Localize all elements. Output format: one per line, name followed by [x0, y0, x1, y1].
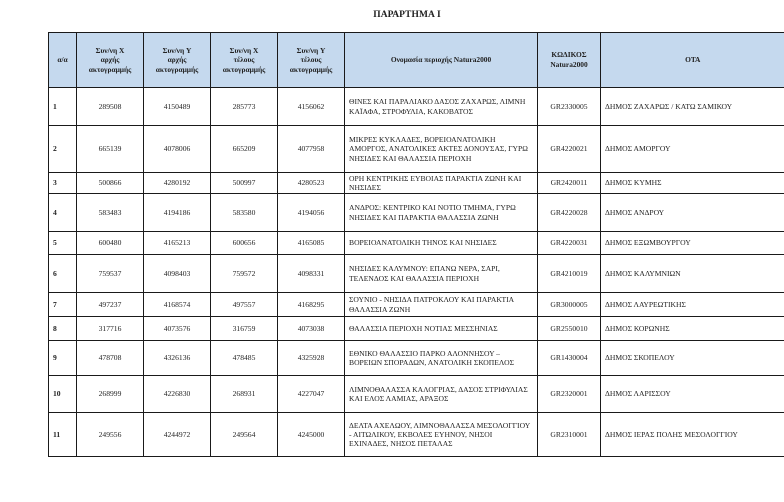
row-index: 1 — [49, 88, 77, 126]
header-line: Συν/νη Y — [162, 45, 192, 55]
header-line: ακτογραμμής — [222, 64, 266, 74]
cell-y-end: 4098331 — [278, 255, 345, 293]
cell-x-end: 268931 — [211, 376, 278, 413]
row-index: 9 — [49, 341, 77, 376]
row-index: 11 — [49, 413, 77, 457]
cell-y-start: 4194186 — [144, 194, 211, 232]
cell-y-end: 4325928 — [278, 341, 345, 376]
cell-area-name: ΣΟΥΝΙΟ - ΝΗΣΙΔΑ ΠΑΤΡΟΚΛΟΥ ΚΑΙ ΠΑΡΑΚΤΙΑ ΘΑΛΑΣΣΙΑ ΖΩΝΗ — [345, 293, 538, 317]
cell-area-name: ΜΙΚΡΕΣ ΚΥΚΛΑΔΕΣ, ΒΟΡΕΙΟΑΝΑΤΟΛΙΚΗ ΑΜΟΡΓΟΣ, ΑΝΑΤΟΛΙΚΕΣ ΑΚΤΕΣ ΔΟΝΟΥΣΑΣ, ΓΥΡΩ ΝΗΣΙΔΕΣ ΚΑΙ ΘΑΛΑΣΣΙΑ ΠΕΡΙΟΧΗ — [345, 126, 538, 173]
cell-y-start: 4150489 — [144, 88, 211, 126]
row-index: 6 — [49, 255, 77, 293]
header-ota: ΟΤΑ — [601, 33, 784, 88]
header-line: ΚΩΔΙΚΟΣ — [551, 50, 587, 60]
cell-ota: ΔΗΜΟΣ ΚΥΜΗΣ — [601, 173, 784, 194]
cell-y-start: 4168574 — [144, 293, 211, 317]
cell-x-start: 289508 — [77, 88, 144, 126]
cell-ota: ΔΗΜΟΣ ΛΑΡΙΣΣΟΥ — [601, 376, 784, 413]
cell-x-end: 500997 — [211, 173, 278, 194]
cell-x-start: 665139 — [77, 126, 144, 173]
cell-ota: ΔΗΜΟΣ ΕΞΩΜΒΟΥΡΓΟΥ — [601, 232, 784, 255]
cell-natura-code: GR1430004 — [538, 341, 601, 376]
cell-natura-code: GR2330005 — [538, 88, 601, 126]
cell-y-start: 4165213 — [144, 232, 211, 255]
cell-natura-code: GR3000005 — [538, 293, 601, 317]
cell-x-start: 600480 — [77, 232, 144, 255]
table-row — [49, 255, 784, 293]
cell-area-name: ΘΑΛΑΣΣΙΑ ΠΕΡΙΟΧΗ ΝΟΤΙΑΣ ΜΕΣΣΗΝΙΑΣ — [345, 317, 538, 341]
header-natura-code — [538, 33, 601, 88]
header-line: τέλους — [233, 55, 255, 65]
cell-y-start: 4326136 — [144, 341, 211, 376]
cell-y-end: 4165085 — [278, 232, 345, 255]
header-y-end — [278, 33, 345, 88]
cell-x-start: 497237 — [77, 293, 144, 317]
header-x-start — [77, 33, 144, 88]
cell-ota: ΔΗΜΟΣ ΑΜΟΡΓΟΥ — [601, 126, 784, 173]
cell-ota: ΔΗΜΟΣ ΙΕΡΑΣ ΠΟΛΗΣ ΜΕΣΟΛΟΓΓΙΟΥ — [601, 413, 784, 457]
header-line: ακτογραμμής — [155, 64, 199, 74]
cell-y-end: 4227047 — [278, 376, 345, 413]
natura-coastline-table — [48, 32, 784, 457]
cell-x-start: 500866 — [77, 173, 144, 194]
table-body — [49, 88, 784, 457]
header-area-name: Ονομασία περιοχής Natura2000 — [345, 33, 538, 88]
header-index: α/α — [49, 33, 77, 88]
header-line: Συν/νη X — [229, 45, 259, 55]
cell-y-end: 4194056 — [278, 194, 345, 232]
cell-x-end: 583580 — [211, 194, 278, 232]
table-header-row — [49, 33, 784, 88]
header-x-end — [211, 33, 278, 88]
header-line: αρχής — [167, 55, 187, 65]
row-index: 5 — [49, 232, 77, 255]
cell-y-start: 4244972 — [144, 413, 211, 457]
table-row — [49, 293, 784, 317]
cell-x-end: 497557 — [211, 293, 278, 317]
header-line: τέλους — [300, 55, 322, 65]
cell-x-start: 759537 — [77, 255, 144, 293]
row-index: 3 — [49, 173, 77, 194]
cell-y-end: 4156062 — [278, 88, 345, 126]
cell-natura-code: GR2310001 — [538, 413, 601, 457]
cell-y-start: 4226830 — [144, 376, 211, 413]
table-row — [49, 126, 784, 173]
cell-natura-code: GR4220028 — [538, 194, 601, 232]
table-row — [49, 317, 784, 341]
cell-y-start: 4280192 — [144, 173, 211, 194]
cell-ota: ΔΗΜΟΣ ΣΚΟΠΕΛΟΥ — [601, 341, 784, 376]
header-line: ακτογραμμής — [289, 64, 333, 74]
cell-x-start: 249556 — [77, 413, 144, 457]
cell-ota: ΔΗΜΟΣ ΖΑΧΑΡΩΣ / ΚΑΤΩ ΣΑΜΙΚΟΥ — [601, 88, 784, 126]
header-line: ακτογραμμής — [88, 64, 132, 74]
cell-area-name: ΑΝΔΡΟΣ: ΚΕΝΤΡΙΚΟ ΚΑΙ ΝΟΤΙΟ ΤΜΗΜΑ, ΓΥΡΩ ΝΗΣΙΔΕΣ ΚΑΙ ΠΑΡΑΚΤΙΑ ΘΑΛΑΣΣΙΑ ΖΩΝΗ — [345, 194, 538, 232]
header-y-start — [144, 33, 211, 88]
cell-natura-code: GR4220021 — [538, 126, 601, 173]
cell-natura-code: GR4220031 — [538, 232, 601, 255]
cell-natura-code: GR2420011 — [538, 173, 601, 194]
cell-natura-code: GR4210019 — [538, 255, 601, 293]
header-line: Συν/νη Y — [296, 45, 326, 55]
table-row — [49, 173, 784, 194]
cell-x-end: 759572 — [211, 255, 278, 293]
cell-y-end: 4245000 — [278, 413, 345, 457]
cell-area-name: ΘΙΝΕΣ ΚΑΙ ΠΑΡΑΛΙΑΚΟ ΔΑΣΟΣ ΖΑΧΑΡΩΣ, ΛΙΜΝΗ ΚΑΪΑΦΑ, ΣΤΡΟΦΥΛΙΑ, ΚΑΚΟΒΑΤΟΣ — [345, 88, 538, 126]
header-line: Συν/νη X — [95, 45, 125, 55]
cell-x-end: 285773 — [211, 88, 278, 126]
cell-area-name: ΒΟΡΕΙΟΑΝΑΤΟΛΙΚΗ ΤΗΝΟΣ ΚΑΙ ΝΗΣΙΔΕΣ — [345, 232, 538, 255]
cell-area-name: ΝΗΣΙΔΕΣ ΚΑΛΥΜΝΟΥ: ΕΠΑΝΩ ΝΕΡΑ, ΣΑΡΙ, ΤΕΛΕΝΔΟΣ ΚΑΙ ΘΑΛΑΣΣΙΑ ΠΕΡΙΟΧΗ — [345, 255, 538, 293]
table-row — [49, 376, 784, 413]
document-title: ΠΑΡΑΡΤΗΜΑ Ι — [373, 10, 441, 20]
cell-ota: ΔΗΜΟΣ ΚΑΛΥΜΝΙΩΝ — [601, 255, 784, 293]
cell-x-end: 665209 — [211, 126, 278, 173]
cell-area-name: ΔΕΛΤΑ ΑΧΕΛΩΟΥ, ΛΙΜΝΟΘΑΛΑΣΣΑ ΜΕΣΟΛΟΓΓΙΟΥ - ΑΙΤΩΛΙΚΟΥ, ΕΚΒΟΛΕΣ ΕΥΗΝΟΥ, ΝΗΣΟΙ ΕΧΙΝΑΔΕΣ, ΝΗΣΟΣ ΠΕΤΑΛΑΣ — [345, 413, 538, 457]
cell-y-start: 4078006 — [144, 126, 211, 173]
cell-natura-code: GR2550010 — [538, 317, 601, 341]
row-index: 8 — [49, 317, 77, 341]
header-line: αρχής — [100, 55, 120, 65]
cell-y-end: 4073038 — [278, 317, 345, 341]
cell-area-name: ΟΡΗ ΚΕΝΤΡΙΚΗΣ ΕΥΒΟΙΑΣ ΠΑΡΑΚΤΙΑ ΖΩΝΗ ΚΑΙ ΝΗΣΙΔΕΣ — [345, 173, 538, 194]
cell-natura-code: GR2320001 — [538, 376, 601, 413]
cell-ota: ΔΗΜΟΣ ΚΟΡΩΝΗΣ — [601, 317, 784, 341]
cell-area-name: ΛΙΜΝΟΘΑΛΑΣΣΑ ΚΑΛΟΓΡΙΑΣ, ΔΑΣΟΣ ΣΤΡΙΦΥΛΙΑΣ ΚΑΙ ΕΛΟΣ ΛΑΜΙΑΣ, ΑΡΑΞΟΣ — [345, 376, 538, 413]
cell-x-end: 316759 — [211, 317, 278, 341]
cell-x-start: 478708 — [77, 341, 144, 376]
cell-y-end: 4168295 — [278, 293, 345, 317]
cell-x-start: 268999 — [77, 376, 144, 413]
cell-area-name: ΕΘΝΙΚΟ ΘΑΛΑΣΣΙΟ ΠΑΡΚΟ ΑΛΟΝΝΗΣΟΥ – ΒΟΡΕΙΩΝ ΣΠΟΡΑΔΩΝ, ΑΝΑΤΟΛΙΚΗ ΣΚΟΠΕΛΟΣ — [345, 341, 538, 376]
cell-x-start: 583483 — [77, 194, 144, 232]
cell-x-end: 478485 — [211, 341, 278, 376]
row-index: 10 — [49, 376, 77, 413]
table-row — [49, 341, 784, 376]
cell-x-start: 317716 — [77, 317, 144, 341]
row-index: 2 — [49, 126, 77, 173]
header-line: Natura2000 — [550, 60, 588, 69]
table-row — [49, 88, 784, 126]
row-index: 4 — [49, 194, 77, 232]
row-index: 7 — [49, 293, 77, 317]
cell-y-start: 4073576 — [144, 317, 211, 341]
table-row — [49, 194, 784, 232]
cell-y-end: 4077958 — [278, 126, 345, 173]
table-row — [49, 232, 784, 255]
table-row — [49, 413, 784, 457]
cell-y-end: 4280523 — [278, 173, 345, 194]
cell-x-end: 249564 — [211, 413, 278, 457]
cell-ota: ΔΗΜΟΣ ΛΑΥΡΕΩΤΙΚΗΣ — [601, 293, 784, 317]
cell-ota: ΔΗΜΟΣ ΑΝΔΡΟΥ — [601, 194, 784, 232]
cell-y-start: 4098403 — [144, 255, 211, 293]
cell-x-end: 600656 — [211, 232, 278, 255]
